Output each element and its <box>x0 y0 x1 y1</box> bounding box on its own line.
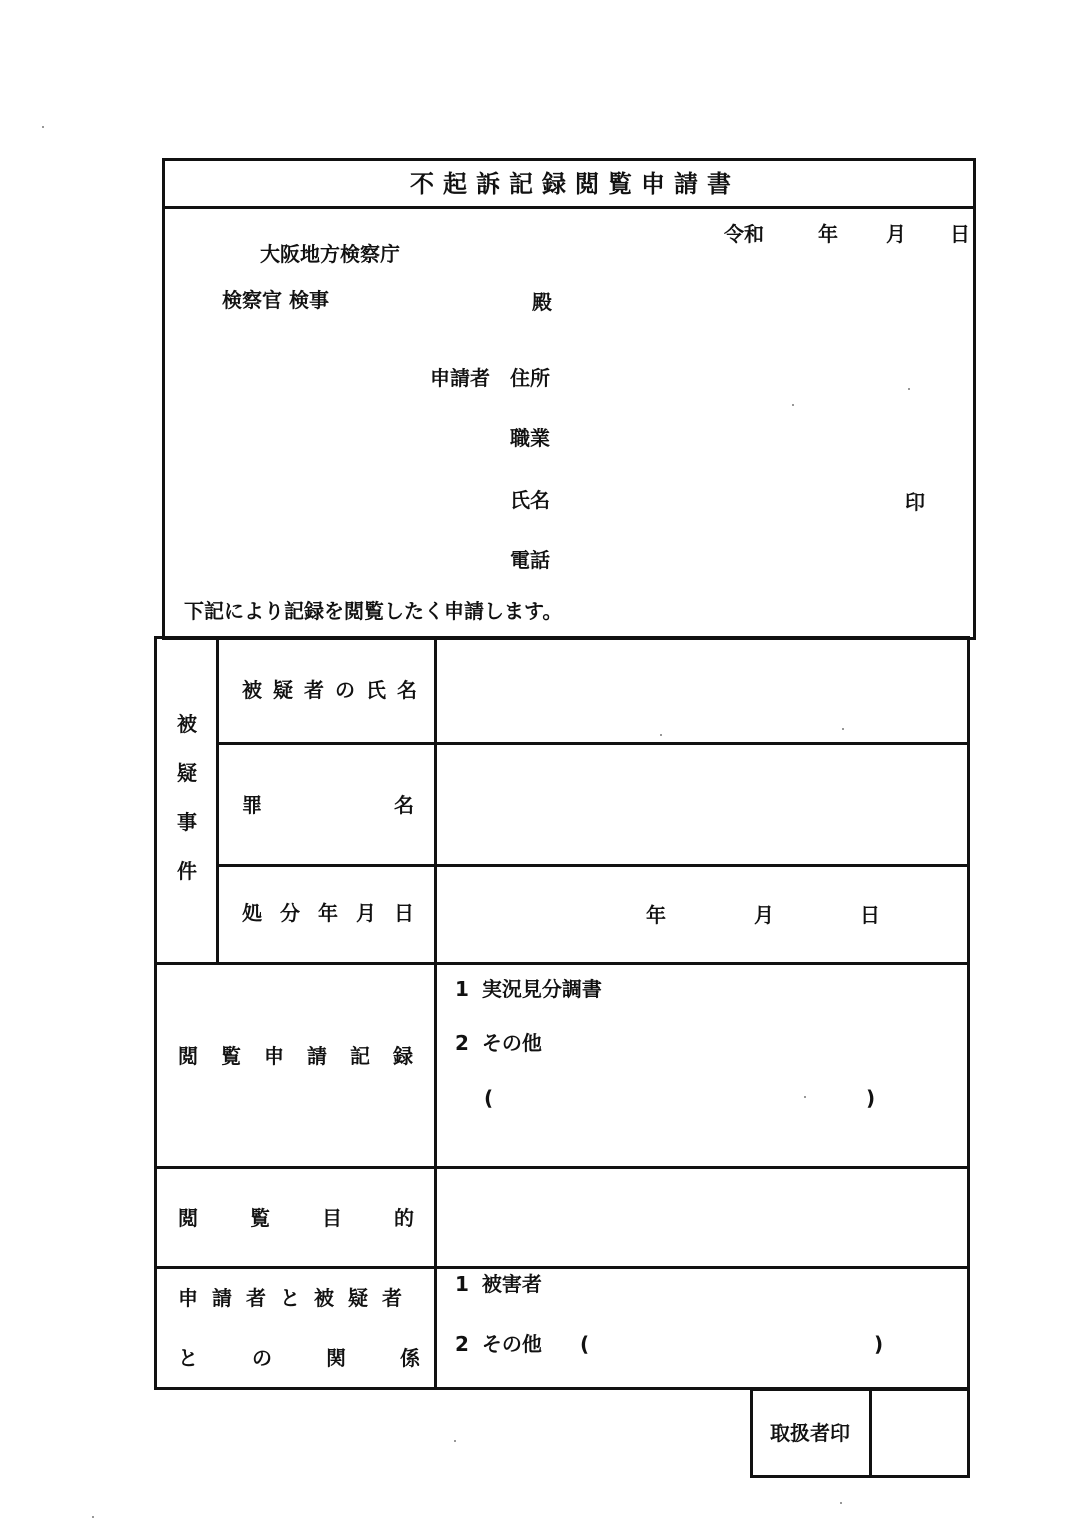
scan-speck <box>842 728 844 730</box>
applicant-phone-label: 電話 <box>510 548 550 572</box>
addressee-honorific: 殿 <box>532 290 552 314</box>
handler-seal-divider <box>869 1388 872 1478</box>
case-group-char: 件 <box>177 859 197 883</box>
header-frame <box>162 158 976 640</box>
relation-option-1: 1 被害者 <box>455 1272 542 1296</box>
row-divider-records-end <box>154 1166 970 1169</box>
relation-paren-open: ( <box>580 1332 590 1356</box>
case-group-divider <box>216 636 219 964</box>
applicant-label: 申請者 <box>430 366 490 390</box>
scan-speck <box>840 1502 842 1504</box>
disposition-month-label: 月 <box>754 903 774 927</box>
records-option-1: 1 実況見分調書 <box>455 977 602 1001</box>
main-table-frame <box>154 636 970 1390</box>
date-era: 令和 <box>724 222 764 246</box>
applicant-seal: 印 <box>905 490 925 514</box>
records-paren-open: ( <box>484 1086 494 1110</box>
addressee-official: 検察官 検事 <box>222 288 329 312</box>
addressee-office: 大阪地方検察庁 <box>260 242 400 266</box>
row-divider-suspect <box>216 742 970 745</box>
case-group-label <box>172 700 202 896</box>
disposition-date-label: 処分年月日 <box>242 901 432 925</box>
relation-label-line2: との関係 <box>178 1346 474 1370</box>
form-title: 不起訴記録閲覧申請書 <box>410 170 740 198</box>
scan-speck <box>42 126 44 128</box>
scan-speck <box>660 734 662 736</box>
charge-label-left: 罪 <box>242 793 262 817</box>
relation-label-line1: 申請者と被疑者 <box>178 1286 416 1310</box>
request-statement: 下記により記録を閲覧したく申請します。 <box>184 599 563 623</box>
scan-speck <box>792 404 794 406</box>
purpose-label: 閲覧目的 <box>178 1206 466 1230</box>
scan-speck <box>454 1440 456 1442</box>
suspect-name-label: 被疑者の氏名 <box>242 678 428 702</box>
handler-seal-label: 取扱者印 <box>770 1421 850 1445</box>
row-divider-charge <box>216 864 970 867</box>
scan-speck <box>908 388 910 390</box>
case-group-char: 事 <box>177 810 197 834</box>
records-label: 閲覧申請記録 <box>178 1044 436 1068</box>
charge-label-right: 名 <box>394 793 414 817</box>
applicant-occupation-label: 職業 <box>510 426 550 450</box>
row-divider-case-end <box>154 962 970 965</box>
disposition-year-label: 年 <box>646 903 666 927</box>
relation-option-2: 2 その他 <box>455 1332 542 1356</box>
disposition-day-label: 日 <box>860 903 880 927</box>
scan-speck <box>804 1096 806 1098</box>
date-month-label: 月 <box>886 222 906 246</box>
label-column-divider <box>434 636 437 1390</box>
applicant-address-label: 住所 <box>510 366 550 390</box>
case-group-char: 被 <box>177 712 197 736</box>
applicant-name-label: 氏名 <box>510 488 550 512</box>
records-option-2: 2 その他 <box>455 1031 542 1055</box>
case-group-char: 疑 <box>177 761 197 785</box>
relation-paren-close: ) <box>874 1332 884 1356</box>
row-divider-purpose-end <box>154 1266 970 1269</box>
records-paren-close: ) <box>866 1086 876 1110</box>
scan-speck <box>92 1516 94 1518</box>
date-year-label: 年 <box>818 222 838 246</box>
date-day-label: 日 <box>950 222 970 246</box>
title-divider <box>162 206 976 209</box>
